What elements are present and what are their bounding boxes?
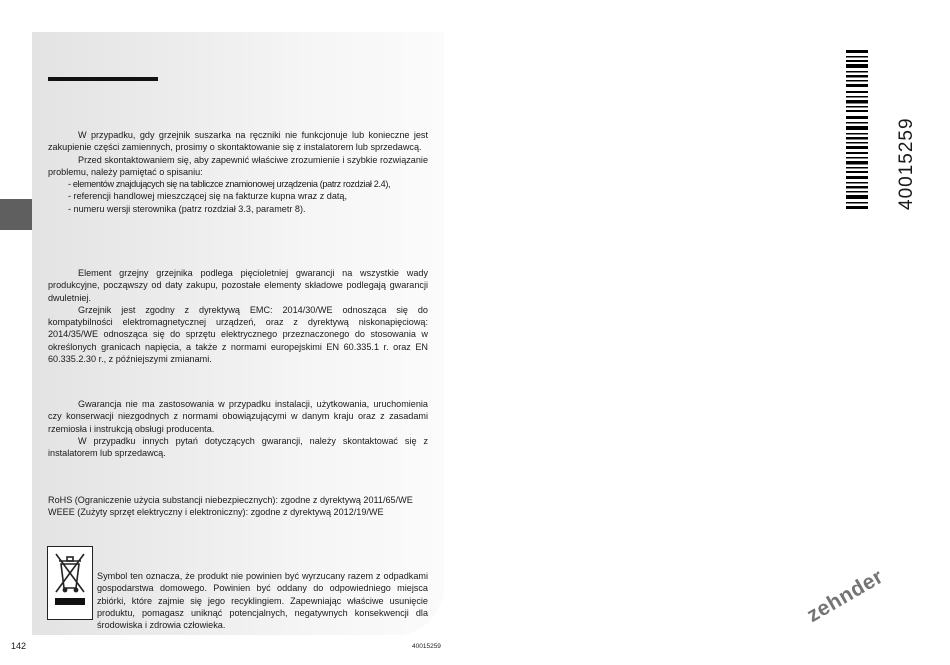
exclusions-paragraph: Gwarancja nie ma zastosowania w przypadku instalacji, użytkowania, uruchomienia czy konserwacji niezgodnych z normami obowiązującymi w danym kraju oraz z zasadami rzemiosła i instrukcją obsługi producenta. [48,399,428,434]
rohs-statement: RoHS (Ograniczenie użycia substancji niebezpiecznych): zgodne z dyrektywą 2011/65/WE [48,495,413,505]
barcode [846,50,870,210]
service-checklist [48,178,428,215]
chapter-tab-marker [0,199,32,230]
section-exclusions [48,398,428,459]
service-paragraph-1: W przypadku, gdy grzejnik suszarka na ręczniki nie funkcjonuje lub konieczne jest zakupienie części zamiennych, prosimy o skontaktowanie się z instalatorem lub sprzedawcą. [48,130,428,153]
contact-paragraph: W przypadku innych pytań dotyczących gwarancji, należy skontaktować się z instalatorem lub sprzedawcą. [48,435,428,459]
brand-logo: zehnder [803,564,888,627]
weee-statement: WEEE (Zużyty sprzęt elektryczny i elektroniczny): zgodne z dyrektywą 2012/19/WE [48,507,384,518]
list-item: - elementów znajdujących się na tabliczce znamionowej urządzenia (patrz rozdział 2.4), [68,179,391,190]
section-compliance [48,494,428,519]
crossed-out-wheelie-bin-icon [47,546,93,620]
list-item: - numeru wersji sterownika (patrz rozdział 3.3, parametr 8). [68,203,306,214]
section-warranty [48,267,428,365]
disposal-notice: Symbol ten oznacza, że produkt nie powinien być wyrzucany razem z odpadkami gospodarstwa domowego. Powinien być oddany do odpowiedniego miejsca zbiórki, które zajmie się jego recyklingiem. Zapewniając właściwe usunięcie produktu, pomagasz uniknąć potencjalnych, negatywnych konsekwencji dla środowiska i zdrowia człowieka. [97,571,428,631]
header-rule [48,77,158,81]
service-paragraph-2: Przed skontaktowaniem się, aby zapewnić właściwe zrozumienie i szybkie rozwiązanie problemu, należy pamiętać o spisaniu: [48,154,428,177]
conformity-paragraph: Grzejnik jest zgodny z dyrektywą EMC: 2014/30/WE odnosząca się do kompatybilności elektromagnetycznej urządzeń, oraz z dyrektywą niskonapięciową: 2014/35/WE odnosząca się do sprzętu elektrycznego przeznaczonego do stosowania w określonych granicach napięcia, a także z normami europejskimi EN 60.335.1 r. oraz EN 60.335.2.30 r., z późniejszymi zmianami. [48,304,428,365]
page-number: 142 [11,641,27,651]
section-service [48,129,428,215]
list-item: - referencji handlowej mieszczącej się na fakturze kupna wraz z datą, [68,191,348,202]
barcode-number: 40015259 [896,117,917,210]
document-code: 40015259 [412,643,441,650]
warranty-paragraph-1: Element grzejny grzejnika podlega pięcioletniej gwarancji na wszystkie wady produkcyjne, począwszy od daty zakupu, pozostałe elementy składowe podlegają gwarancji dwuletniej. [48,268,428,303]
